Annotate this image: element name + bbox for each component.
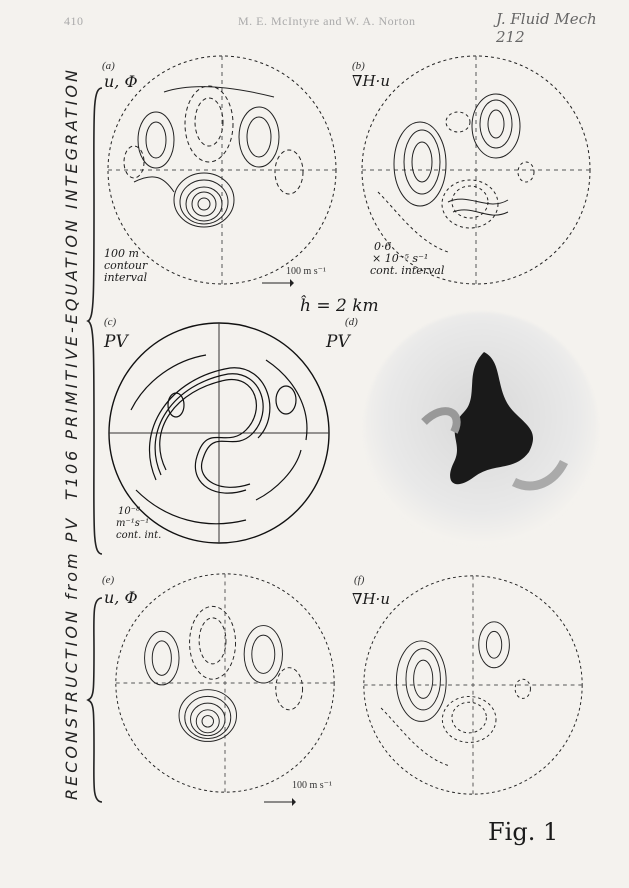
panel-title-e: u, Φ (104, 588, 138, 607)
pv-dark-region (364, 312, 598, 546)
scale-label-bottom: 100 m s⁻¹ (292, 780, 332, 791)
contour-interval-a-3: interval (104, 271, 148, 284)
pv-interval-c-2: m⁻¹s⁻¹ (116, 518, 150, 529)
page-number: 410 (64, 14, 84, 28)
panel-title-f: ∇H·u (352, 590, 390, 608)
figure-label: Fig. 1 (488, 818, 559, 846)
brace-top (86, 86, 106, 556)
side-label-primitive: T106 PRIMITIVE-EQUATION INTEGRATION (62, 67, 81, 500)
contour-interval-a-2: contour (104, 259, 148, 272)
panel-label-e: (e) (102, 574, 115, 586)
contour-plot-f (360, 572, 586, 798)
scale-arrow-top (262, 279, 294, 287)
running-head: M. E. McIntyre and W. A. Norton (238, 14, 416, 28)
handwritten-reference: J. Fluid Mech 212 (496, 10, 597, 46)
panel-title-c: PV (104, 332, 128, 352)
height-annotation: ĥ = 2 km (300, 296, 379, 316)
contour-plot-e (112, 570, 338, 796)
scale-label-top: 100 m s⁻¹ (286, 266, 326, 277)
interval-b-1: 0·6 (374, 240, 392, 253)
interval-b-3: cont. interval (370, 264, 445, 277)
contour-plot-a (104, 52, 340, 288)
interval-b-2: × 10⁻⁵ s⁻¹ (372, 252, 429, 265)
brace-bottom (86, 596, 106, 804)
panel-title-d: PV (326, 332, 350, 352)
panel-title-b: ∇H·u (352, 72, 390, 90)
pv-interval-c-3: cont. int. (116, 530, 162, 541)
panel-label-d: (d) (345, 316, 358, 328)
panel-label-c: (c) (104, 316, 117, 328)
contour-interval-a-1: 100 m (104, 247, 139, 260)
side-label-reconstruction: RECONSTRUCTION from PV (62, 515, 81, 800)
scale-arrow-bottom (264, 798, 296, 806)
panel-label-a: (a) (102, 60, 115, 72)
panel-label-b: (b) (352, 60, 365, 72)
panel-title-a: u, Φ (104, 72, 138, 91)
pv-interval-c-1: 10⁻⁸ (118, 506, 141, 517)
panel-label-f: (f) (354, 574, 365, 586)
